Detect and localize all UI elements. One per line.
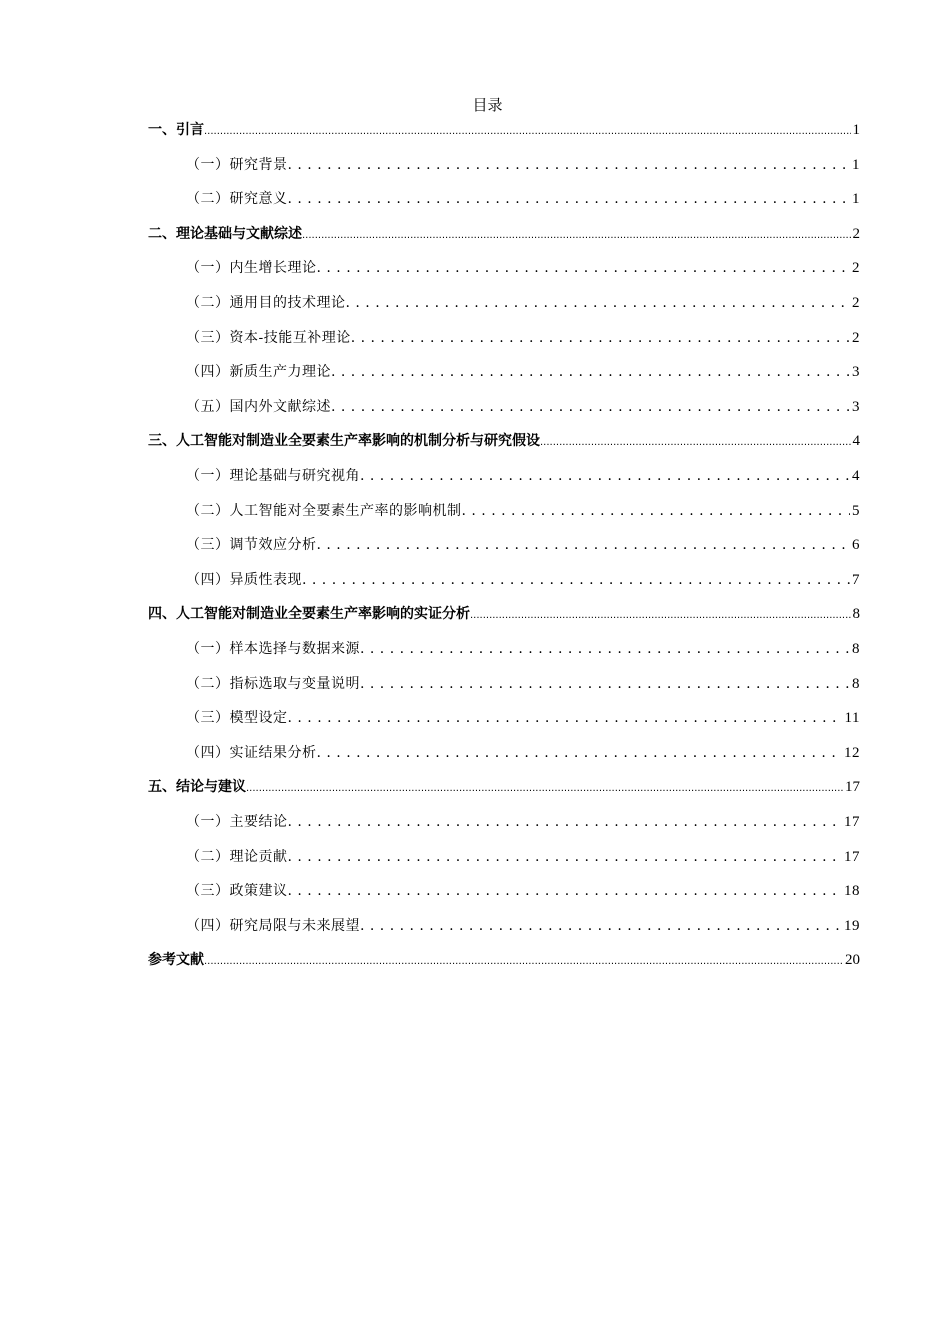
toc-chapter-entry[interactable] — [148, 430, 860, 450]
toc-section-entry[interactable] — [186, 569, 860, 589]
dot-leader — [288, 710, 843, 726]
toc-section-entry[interactable] — [186, 154, 860, 174]
toc-entry-text: （二）指标选取与变量说明 — [186, 675, 360, 692]
toc-page-number: 3 — [852, 364, 860, 381]
dot-leader — [360, 468, 850, 484]
toc-page-number: 2 — [852, 260, 860, 277]
toc-entry-text: 五、结论与建议 — [148, 779, 246, 796]
toc-page-number: 8 — [852, 675, 860, 692]
toc-section-entry[interactable] — [186, 257, 860, 277]
toc-entry-text: （二）理论贡献 — [186, 848, 288, 865]
dot-leader — [288, 814, 843, 830]
toc-page-number: 3 — [852, 398, 860, 415]
toc-page-number: 7 — [852, 571, 860, 588]
dot-leader — [288, 157, 851, 173]
toc-entry-text: （二）人工智能对全要素生产率的影响机制 — [186, 502, 462, 519]
toc-page-number: 1 — [852, 122, 860, 138]
toc-entry-text: 二、理论基础与文献综述 — [148, 225, 302, 242]
toc-entry-text: （四）新质生产力理论 — [186, 364, 331, 381]
toc-entry-text: 三、人工智能对制造业全要素生产率影响的机制分析与研究假设 — [148, 433, 540, 450]
toc-entry-text: （二）研究意义 — [186, 191, 288, 208]
toc-page-number: 2 — [852, 295, 860, 311]
toc-entry-text: （三）资本-技能互补理论 — [186, 329, 351, 346]
toc-section-entry[interactable] — [186, 465, 860, 485]
toc-page-number: 8 — [852, 641, 860, 657]
toc-chapter-entry[interactable] — [148, 603, 860, 623]
toc-section-entry[interactable] — [186, 638, 860, 658]
toc-page-number: 2 — [852, 329, 860, 346]
toc-title: 目录 — [472, 96, 503, 114]
toc-entry-text: （一）主要结论 — [186, 814, 288, 830]
toc-page-number: 17 — [845, 779, 860, 796]
toc-page-number: 4 — [852, 433, 860, 450]
toc-chapter-entry[interactable] — [148, 949, 860, 969]
toc-section-entry[interactable] — [186, 292, 860, 312]
dot-leader — [288, 191, 851, 207]
dot-leader — [302, 572, 850, 588]
dot-leader — [302, 230, 851, 241]
toc-page-number: 20 — [845, 952, 860, 969]
dot-leader — [288, 849, 843, 865]
toc-entry-text: （四）异质性表现 — [186, 571, 302, 588]
toc-page-number: 1 — [852, 191, 860, 208]
toc-chapter-entry[interactable] — [148, 119, 860, 139]
toc-page-number: 8 — [852, 606, 860, 623]
toc-entry-text: （三）政策建议 — [186, 883, 288, 900]
toc-section-entry[interactable] — [186, 846, 860, 866]
toc-entry-text: （三）调节效应分析 — [186, 537, 317, 554]
toc-section-entry[interactable] — [186, 361, 860, 381]
dot-leader — [317, 745, 843, 761]
toc-section-entry[interactable] — [186, 915, 860, 935]
toc-page-number: 12 — [844, 744, 860, 761]
toc-entry-text: （四）实证结果分析 — [186, 744, 317, 761]
dot-leader — [360, 676, 850, 692]
toc-section-entry[interactable] — [186, 707, 860, 727]
dot-leader — [317, 537, 851, 553]
toc-chapter-entry[interactable] — [148, 776, 860, 796]
toc-page-number: 6 — [852, 537, 860, 554]
dot-leader — [470, 610, 851, 621]
dot-leader — [540, 437, 851, 448]
toc-entry-text: （一）理论基础与研究视角 — [186, 468, 360, 484]
toc-entry-text: （三）模型设定 — [186, 710, 288, 727]
toc-page-number: 4 — [852, 468, 860, 484]
toc-section-entry[interactable] — [186, 742, 860, 762]
dot-leader — [360, 918, 842, 934]
dot-leader — [246, 783, 843, 794]
toc-page-number: 11 — [844, 710, 860, 727]
toc-entry-text: （四）研究局限与未来展望 — [186, 917, 360, 934]
toc-section-entry[interactable] — [186, 500, 860, 520]
toc-chapter-entry[interactable] — [148, 223, 860, 243]
dot-leader — [317, 260, 851, 276]
toc-section-entry[interactable] — [186, 880, 860, 900]
toc-entry-text: （五）国内外文献综述 — [186, 398, 331, 415]
toc-section-entry[interactable] — [186, 534, 860, 554]
dot-leader — [360, 641, 850, 657]
toc-page-number: 5 — [852, 502, 860, 519]
toc-entry-text: （二）通用目的技术理论 — [186, 295, 346, 311]
toc-section-entry[interactable] — [186, 188, 860, 208]
toc-entry-text: （一）内生增长理论 — [186, 260, 317, 277]
toc-entry-text: 参考文献 — [148, 952, 204, 969]
toc-section-entry[interactable] — [186, 396, 860, 416]
toc-entry-text: 四、人工智能对制造业全要素生产率影响的实证分析 — [148, 606, 470, 623]
toc-entry-text: （一）样本选择与数据来源 — [186, 641, 360, 657]
toc-page-number: 17 — [844, 848, 860, 865]
toc-section-entry[interactable] — [186, 811, 860, 831]
dot-leader — [288, 883, 843, 899]
toc-page-number: 19 — [844, 917, 860, 934]
toc-page-number: 2 — [852, 225, 860, 242]
toc-section-entry[interactable] — [186, 673, 860, 693]
dot-leader — [462, 503, 851, 519]
dot-leader — [204, 956, 843, 967]
toc-entry-text: （一）研究背景 — [186, 156, 288, 173]
toc-section-entry[interactable] — [186, 327, 860, 347]
dot-leader — [331, 399, 850, 415]
dot-leader — [351, 330, 850, 346]
dot-leader — [204, 126, 851, 137]
dot-leader — [331, 364, 850, 380]
toc-page-number: 18 — [844, 883, 860, 900]
toc-page-number: 17 — [844, 814, 860, 830]
toc-entry-text: 一、引言 — [148, 122, 204, 138]
toc-page-number: 1 — [852, 156, 860, 173]
dot-leader — [346, 295, 851, 311]
